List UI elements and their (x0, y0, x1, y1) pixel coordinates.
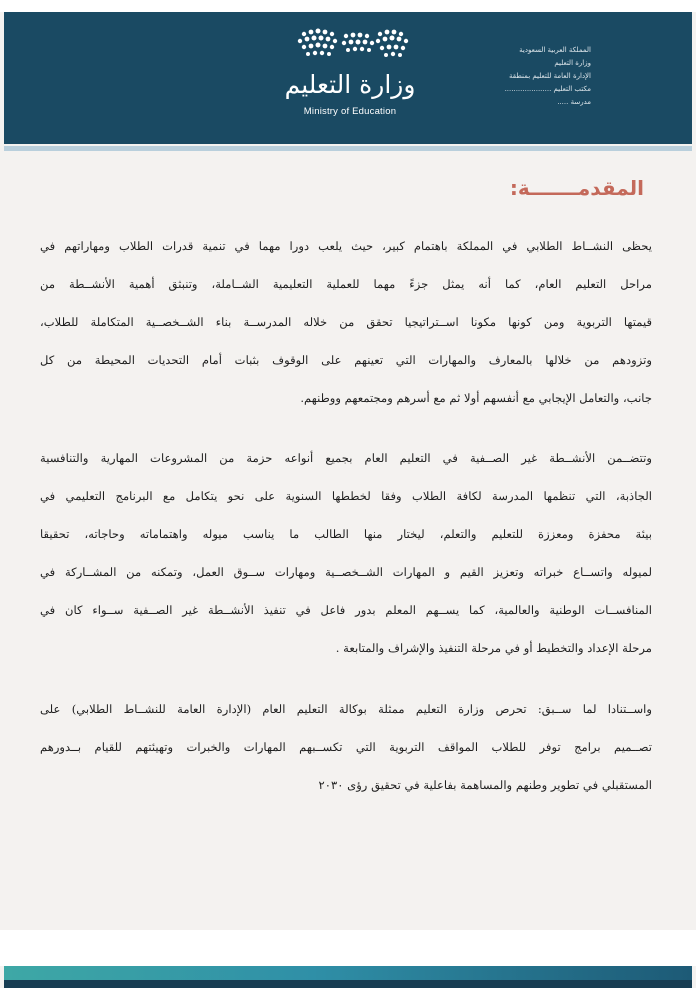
logo-english-text: Ministry of Education (303, 106, 397, 117)
text-line: قيمتها التربوية ومن كونها مكونا اســتراتيجيا تحقق من خلاله المدرســة بناء الشــخصــية المتكاملة للطلاب، (40, 314, 652, 329)
text-line: مراحل التعليم العام، كما أنه يمثل جزءً مهما للعملية التعليمية الشــاملة، وتنبثق أهمية الأنشــطة من (40, 276, 652, 291)
bottom-margin (0, 930, 696, 966)
header-info-block (505, 44, 591, 109)
header-divider (4, 146, 692, 151)
header-ministry-line: وزارة التعليم (554, 59, 591, 67)
introduction-heading: المقدمـــــــة: (509, 176, 644, 200)
footer-gradient-band (4, 966, 692, 980)
text-line: المنافســات الوطنية والعالمية، كما يســهم المعلم بدور فاعل في تنفيذ الأنشــطة غير الصــفية ســواء كان في (40, 603, 652, 618)
bottom-edge (0, 988, 696, 999)
text-line: الجاذبة، التي تنظمها المدرسة لكافة الطلاب وفقا لخططها السنوية على نحو يتكامل مع البرنامج التعليمي في (40, 489, 652, 504)
paragraph-3 (40, 691, 652, 805)
text-line: بيئة محفزة ومعززة للتعليم والتعلم، ليختار منها الطالب ما يناسب ميوله واهتماماته وحاجاته، تحقيقا (40, 527, 652, 542)
logo-dots-icon (290, 26, 410, 66)
footer-dark-band (4, 980, 692, 988)
text-line: يحظى النشــاط الطلابي في المملكة باهتمام كبير، حيث يلعب دورا مهما في تنمية قدرات الطلاب ومهاراتهم في (40, 239, 652, 253)
header-country-line: المملكة العربية السعودية (519, 46, 591, 54)
text-line: واســتنادا لما ســبق: تحرص وزارة التعليم ممثلة بوكالة التعليم العام (الإدارة العامة للنشــاط الطلابي) على (40, 701, 652, 716)
document-body (40, 228, 652, 804)
header-office-line: مكتب التعليم ..................... (504, 85, 591, 93)
paragraph-1 (40, 228, 652, 417)
text-line: لميوله واتســاع خبراته وتعزيز القيم و المهارات الشــخصــية ومهارات ســوق العمل، وتمكنه من المشــاركة في (40, 565, 652, 580)
text-line: تصــميم برامج توفر للطلاب المواقف التربوية التي تكســبهم المهارات والخبرات وتهيئتهم للقيام بــدورهم (40, 739, 652, 754)
logo-arabic-text: وزارة التعليم (284, 70, 416, 99)
text-line: وتتضــمن الأنشــطة غير الصــفية في التعليم العام بجميع أنواعه حزمة من المشروعات المهارية والتنافسية (40, 451, 652, 466)
header-administration-line: الإدارة العامة للتعليم بمنطقة (509, 72, 591, 80)
top-margin (0, 0, 696, 12)
ministry-logo (280, 26, 420, 126)
text-line: جانب، والتعامل الإيجابي مع أنفسهم أولا ثم مع أسرهم ومجتمعهم ووطنهم. (300, 390, 652, 405)
text-line: مرحلة الإعداد والتخطيط أو في مرحلة التنفيذ والإشراف والمتابعة . (335, 640, 652, 655)
text-line: وتزودهم من خلالها بالمعارف والمهارات التي تعينهم على الوقوف بثبات أمام التحديات المحيطة من كل (40, 352, 652, 367)
paragraph-2 (40, 440, 652, 667)
header-school-line: مدرسة ..... (557, 98, 591, 106)
text-line: المستقبلي في تطوير وطنهم والمساهمة بفاعلية في تحقيق رؤى ٢٠٣٠ (318, 777, 652, 792)
